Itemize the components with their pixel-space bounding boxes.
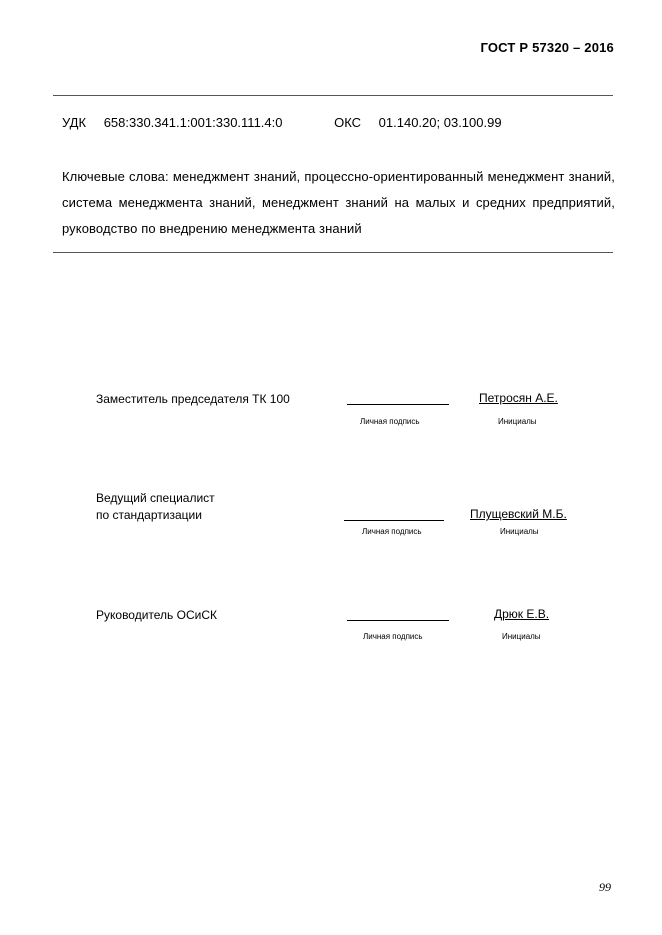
signatory-title: Ведущий специалист — [96, 491, 215, 505]
signatory-title-line2: по стандартизации — [96, 508, 202, 522]
standard-number: ГОСТ Р 57320 – 2016 — [480, 40, 614, 55]
top-divider — [53, 95, 613, 96]
signature-line — [344, 520, 444, 521]
oks-label: ОКС — [334, 115, 362, 130]
initials-caption: Инициалы — [500, 527, 539, 536]
udk-value: 658:330.341.1:001:330.111.4:0 — [103, 115, 283, 130]
initials-caption: Инициалы — [502, 632, 541, 641]
udk-label: УДК — [62, 115, 87, 130]
signatory-title: Руководитель ОСиСК — [96, 608, 218, 622]
classification-line — [62, 115, 502, 130]
signatory-name: Дрюк Е.В. — [494, 607, 550, 621]
signature-caption: Личная подпись — [360, 417, 420, 426]
bottom-divider — [53, 252, 613, 253]
signature-caption: Личная подпись — [362, 527, 422, 536]
signatory-name: Петросян А.Е. — [479, 391, 558, 405]
signature-line — [347, 404, 449, 405]
signatory-name: Плущевский М.Б. — [470, 507, 567, 521]
signature-line — [347, 620, 449, 621]
signatory-title: Заместитель председателя ТК 100 — [96, 392, 290, 406]
signature-caption: Личная подпись — [363, 632, 423, 641]
oks-value: 01.140.20; 03.100.99 — [378, 115, 502, 130]
page-number: 99 — [599, 880, 611, 894]
initials-caption: Инициалы — [498, 417, 537, 426]
keywords-paragraph: Ключевые слова: менеджмент знаний, процессно-ориентированный менеджмент знаний, система менеджмента знаний, менеджмент знаний на малых и средних предприятий, руководство по внедрению менеджмента знаний — [62, 169, 615, 236]
